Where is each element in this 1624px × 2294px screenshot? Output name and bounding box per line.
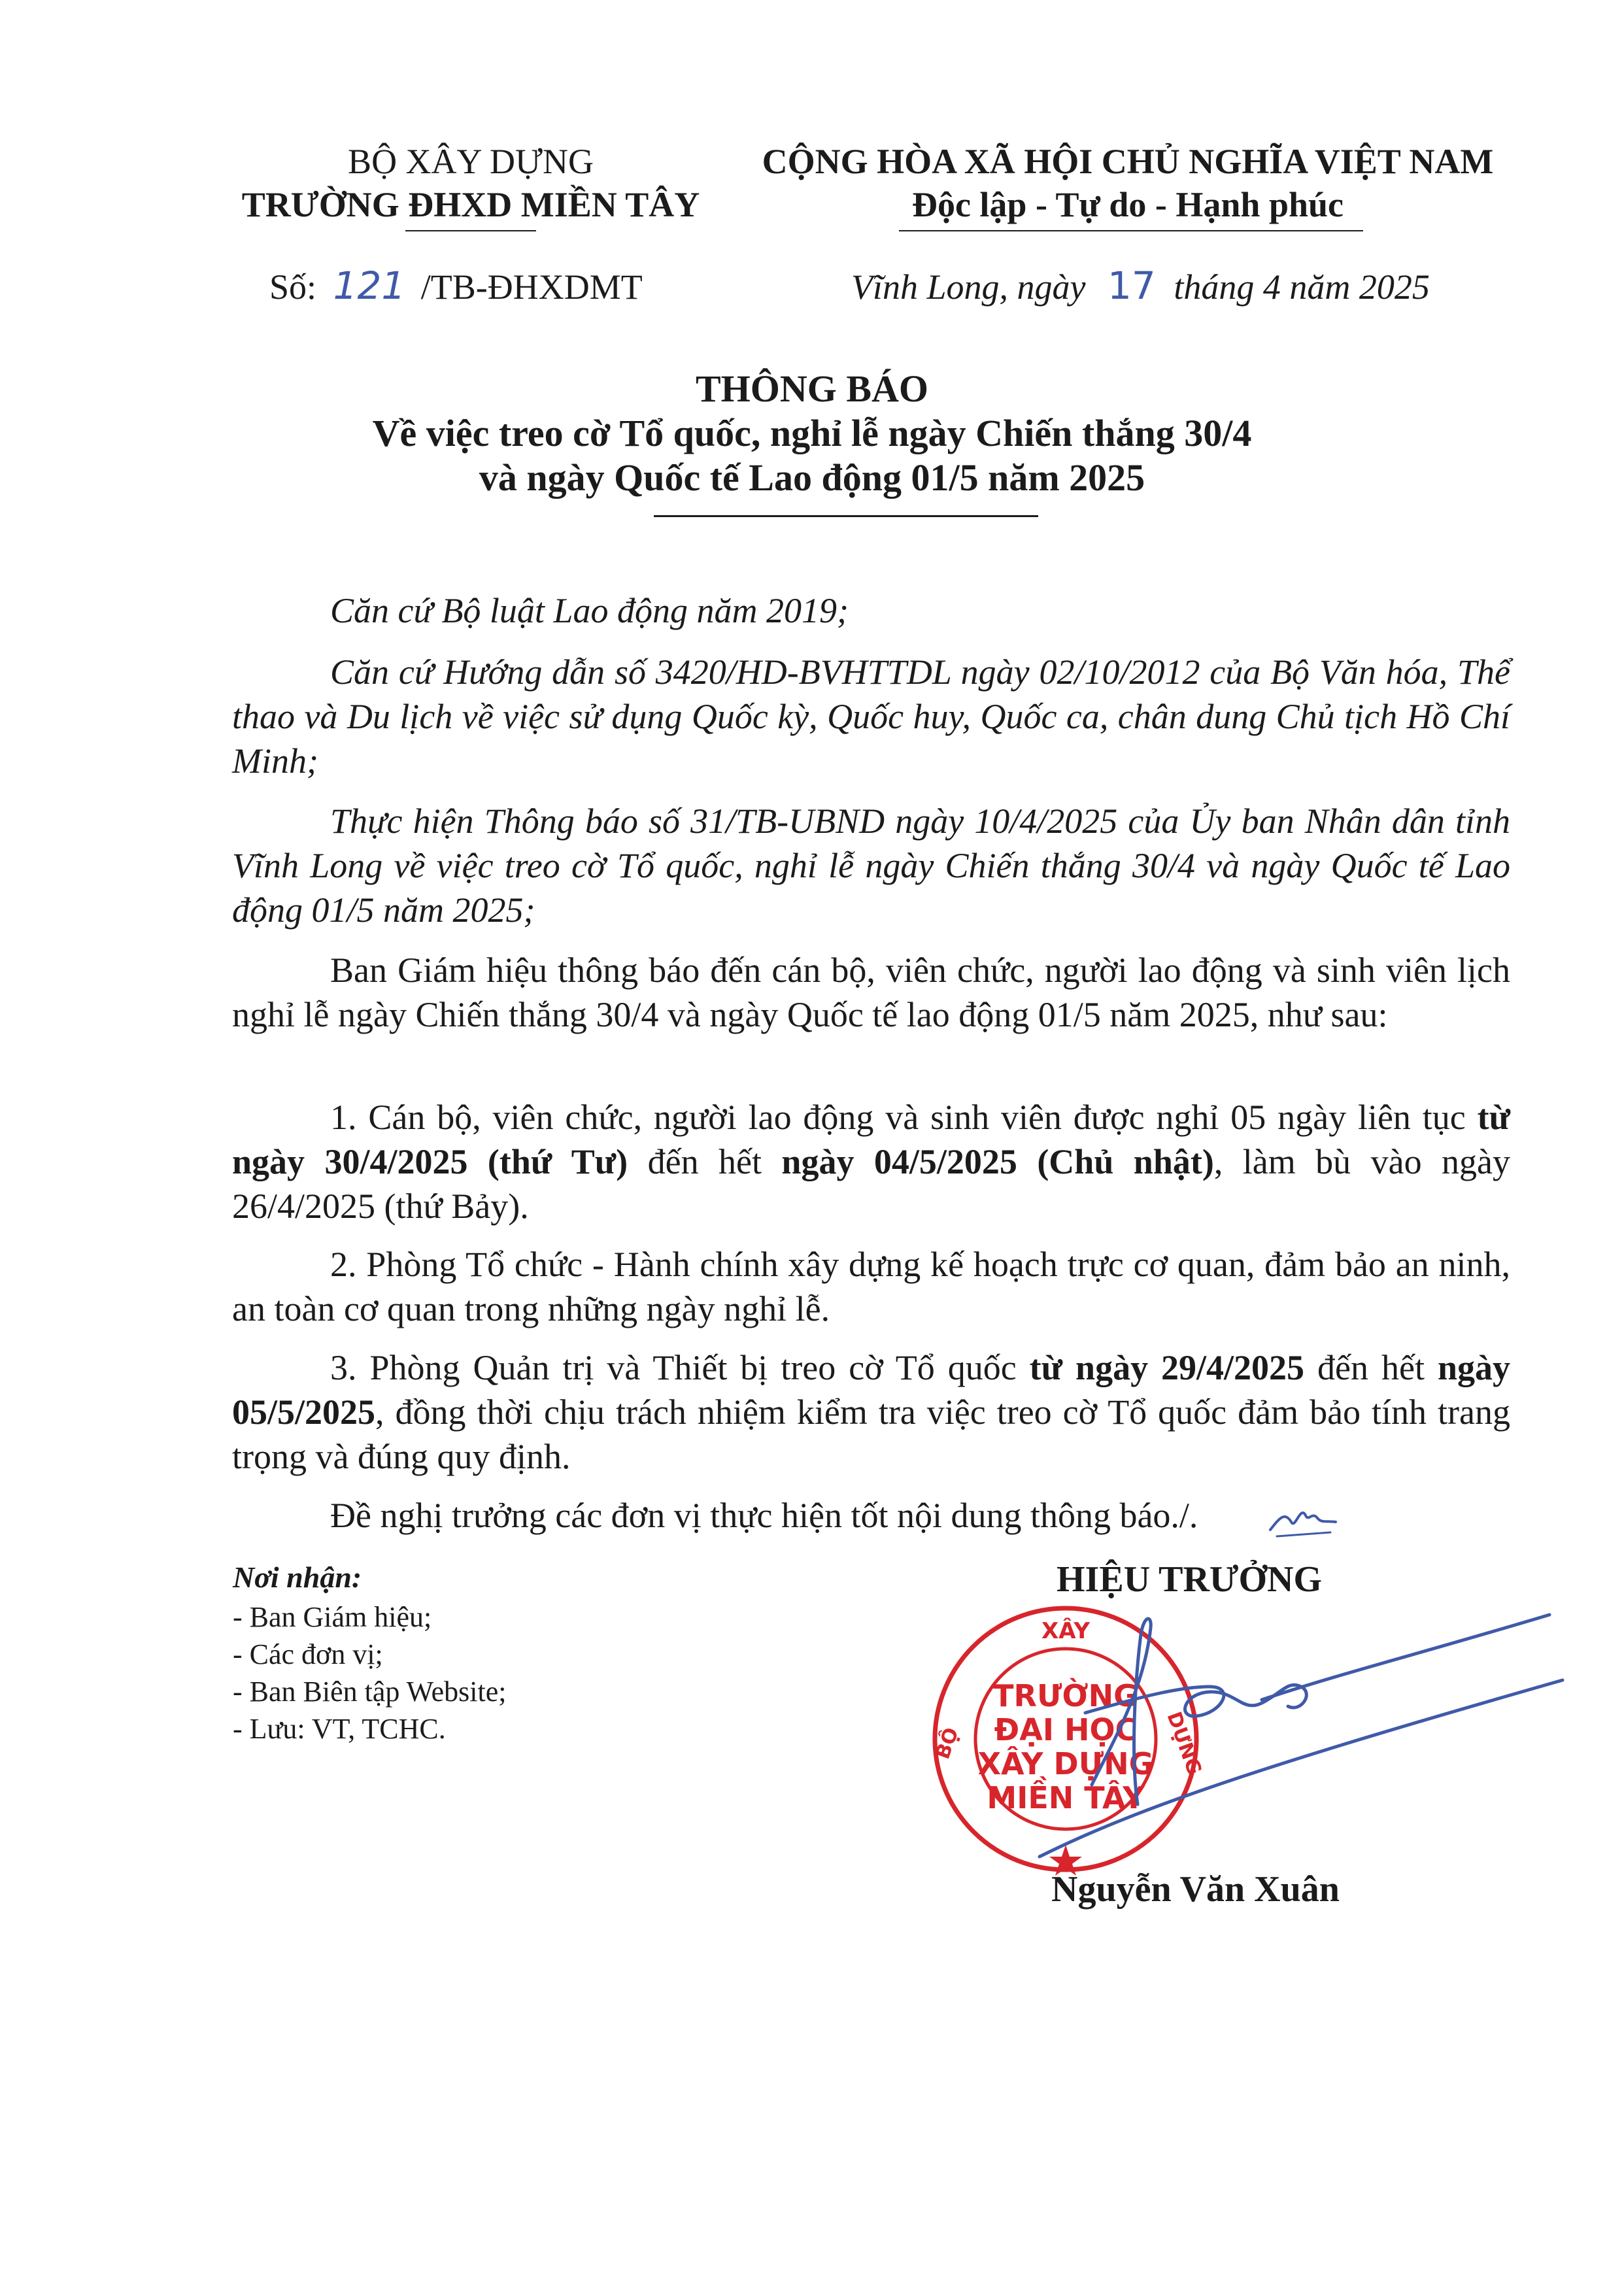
- item-3-date-from: từ ngày 29/4/2025: [1029, 1348, 1305, 1387]
- item-3-text-a: 3. Phòng Quản trị và Thiết bị treo cờ Tổ quốc: [330, 1348, 1030, 1387]
- national-motto: Độc lập - Tự do - Hạnh phúc: [911, 185, 1344, 224]
- item-3-text-c: đến hết: [1304, 1348, 1438, 1387]
- number-handwritten: 121: [333, 263, 406, 308]
- document-number: [269, 264, 643, 309]
- item-1-date-to: ngày 04/5/2025 (Chủ nhật): [781, 1142, 1214, 1181]
- place-date: [851, 264, 1430, 309]
- country-name: CỘNG HÒA XÃ HỘI CHỦ NGHĨA VIỆT NAM: [762, 142, 1494, 181]
- number-suffix: /TB-ĐHXDMT: [420, 267, 643, 307]
- stamp-line-2: ĐẠI HỌC: [994, 1712, 1138, 1747]
- initials-mark: [1265, 1492, 1344, 1544]
- number-prefix: Số:: [269, 267, 317, 307]
- stamp-top-text: XÂY: [1041, 1618, 1090, 1644]
- item-1: [232, 1095, 1510, 1228]
- item-1-text-c: đến hết: [628, 1142, 782, 1181]
- school-underline: [405, 230, 536, 231]
- basis-3: Thực hiện Thông báo số 31/TB-UBND ngày 10/4/2025 của Ủy ban Nhân dân tỉnh Vĩnh Long về việc treo cờ Tổ quốc, nghỉ lễ ngày Chiến thắng 30/4 và ngày Quốc tế Lao động 01/5 năm 2025;: [232, 801, 1510, 930]
- signer-position: HIỆU TRƯỞNG: [1057, 1559, 1323, 1600]
- item-2: 2. Phòng Tổ chức - Hành chính xây dựng kế hoạch trực cơ quan, đảm bảo an ninh, an toàn cơ quan trong những ngày nghỉ lễ.: [232, 1245, 1510, 1328]
- date-prefix: Vĩnh Long, ngày: [851, 267, 1086, 307]
- intro-paragraph: Ban Giám hiệu thông báo đến cán bộ, viên chức, người lao động và sinh viên lịch nghỉ lễ ngày Chiến thắng 30/4 và ngày Quốc tế lao động 01/5 năm 2025, như sau:: [232, 951, 1510, 1034]
- handwritten-signature: [1040, 1615, 1563, 1857]
- notice-subject-line1: Về việc treo cờ Tổ quốc, nghỉ lễ ngày Chiến thắng 30/4: [372, 412, 1252, 454]
- date-suffix: tháng 4 năm 2025: [1174, 267, 1430, 307]
- stamp-line-3: XÂY DỰNG: [977, 1746, 1154, 1781]
- school-name: TRƯỜNG ĐHXD MIỀN TÂY: [241, 185, 700, 224]
- item-1-date-from: từ ngày 30/4/2025 (thứ Tư): [232, 1098, 1510, 1181]
- recipient-4: - Lưu: VT, TCHC.: [233, 1713, 446, 1745]
- title-underline: [654, 515, 1038, 517]
- stamp-left-text: BỘ: [931, 1725, 964, 1763]
- recipient-3: - Ban Biên tập Website;: [233, 1676, 507, 1708]
- stamp-line-4: MIỀN TÂY: [987, 1780, 1145, 1815]
- basis-2: Căn cứ Hướng dẫn số 3420/HD-BVHTTDL ngày 02/10/2012 của Bộ Văn hóa, Thể thao và Du lịch về việc sử dụng Quốc kỳ, Quốc huy, Quốc ca, chân dung Chủ tịch Hồ Chí Minh;: [232, 652, 1510, 781]
- item-3-date-to: ngày 05/5/2025: [232, 1348, 1510, 1432]
- notice-type: THÔNG BÁO: [695, 367, 929, 410]
- signer-name: Nguyễn Văn Xuân: [1051, 1869, 1340, 1910]
- day-handwritten: 17: [1108, 263, 1156, 308]
- notice-subject-line2: và ngày Quốc tế Lao động 01/5 năm 2025: [479, 456, 1145, 499]
- stamp-right-text: DỰNG: [1162, 1708, 1206, 1778]
- item-1-text-a: 1. Cán bộ, viên chức, người lao động và sinh viên được nghỉ 05 ngày liên tục: [330, 1098, 1478, 1137]
- item-3-text-e: , đồng thời chịu trách nhiệm kiểm tra việc treo cờ Tổ quốc đảm bảo tính trang trọng và đúng quy định.: [232, 1392, 1510, 1476]
- official-stamp-and-signature: [870, 1589, 1589, 1889]
- ministry-name: BỘ XÂY DỰNG: [348, 142, 594, 181]
- stamp-line-1: TRƯỜNG: [993, 1678, 1138, 1713]
- recipient-2: - Các đơn vị;: [233, 1638, 383, 1670]
- item-3: [232, 1345, 1510, 1479]
- motto-underline: [899, 230, 1363, 231]
- item-1-text-e: , làm bù vào ngày 26/4/2025 (thứ Bảy).: [232, 1142, 1510, 1226]
- recipients-heading: Nơi nhận:: [233, 1560, 362, 1594]
- basis-1: Căn cứ Bộ luật Lao động năm 2019;: [330, 591, 849, 630]
- recipient-1: - Ban Giám hiệu;: [233, 1601, 432, 1633]
- closing-paragraph: Đề nghị trưởng các đơn vị thực hiện tốt nội dung thông báo./.: [330, 1496, 1198, 1535]
